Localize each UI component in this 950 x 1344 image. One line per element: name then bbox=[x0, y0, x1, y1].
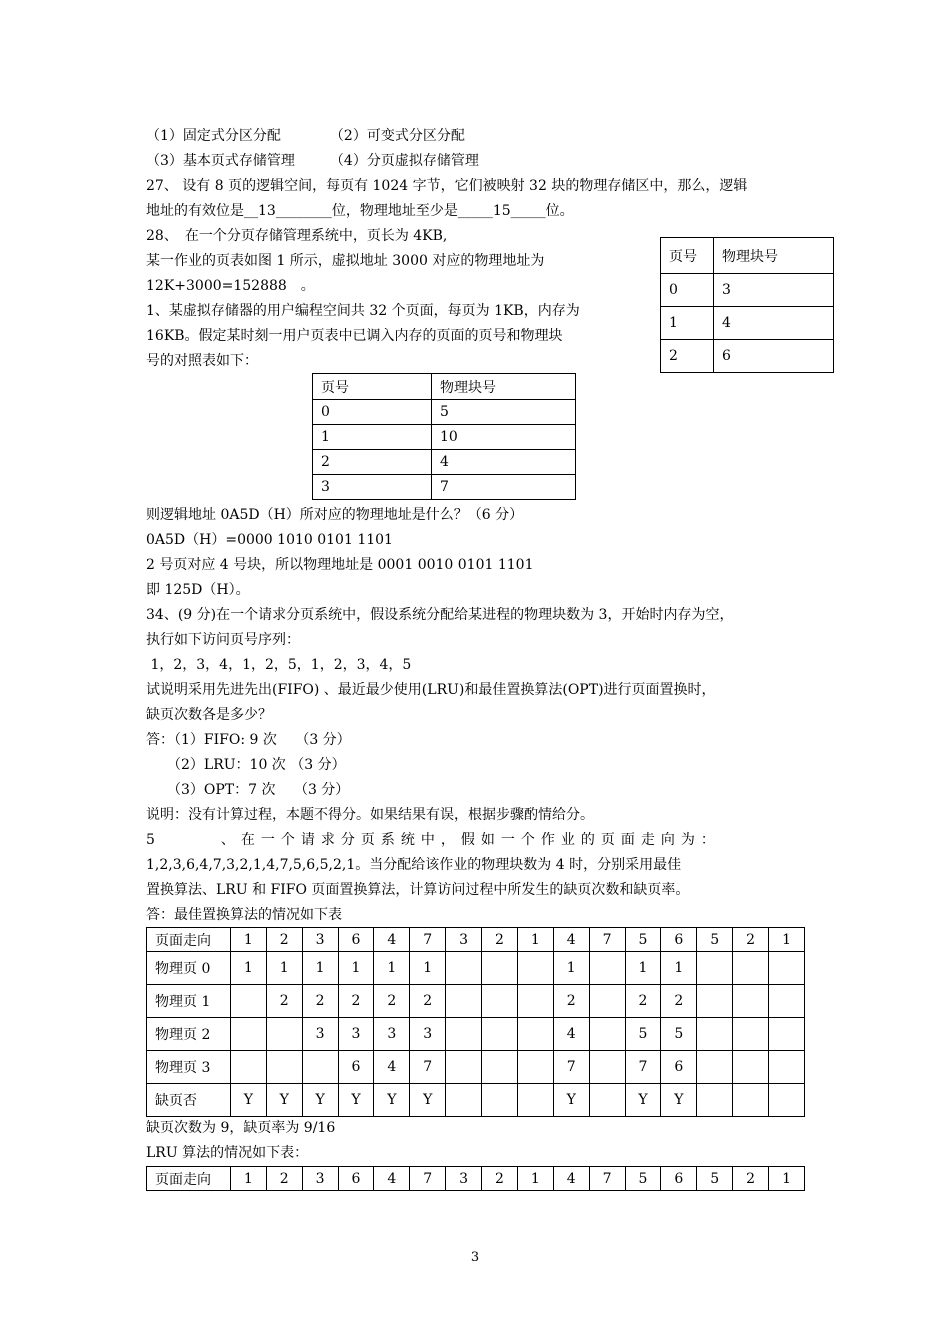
table-cell bbox=[446, 1084, 482, 1117]
question-5-line-1: 5 、在一个请求分页系统中，假如一个作业的页面走向为： bbox=[146, 832, 721, 848]
table-row bbox=[313, 475, 576, 500]
table-cell: 0 bbox=[313, 400, 432, 425]
table-cell: 5 bbox=[432, 400, 576, 425]
table-row bbox=[147, 928, 805, 952]
table-cell: 2 bbox=[338, 985, 374, 1018]
table-row bbox=[147, 1167, 805, 1191]
answer-note: 说明：没有计算过程，本题不得分。如果结果有误，根据步骤酌情给分。 bbox=[146, 807, 594, 823]
table-cell: Y bbox=[266, 1084, 302, 1117]
table-cell: 3 bbox=[446, 1167, 482, 1191]
table-cell: 7 bbox=[589, 928, 625, 952]
option-line-2: （3）基本页式存储管理 （4）分页虚拟存储管理 bbox=[146, 153, 479, 169]
table-row bbox=[313, 400, 576, 425]
table-cell bbox=[733, 952, 769, 985]
table-row bbox=[661, 238, 834, 274]
table-cell: 2 bbox=[266, 1167, 302, 1191]
table-row bbox=[313, 450, 576, 475]
table-cell: Y bbox=[338, 1084, 374, 1117]
table-cell: 3 bbox=[302, 1018, 338, 1051]
table-cell: 3 bbox=[302, 928, 338, 952]
question-1-line-2: 16KB。假定某时刻一用户页表中已调入内存的页面的页号和物理块 bbox=[146, 328, 563, 344]
table-cell: 3 bbox=[410, 1018, 446, 1051]
question-27-line-2: 地址的有效位是__13________位，物理地址至少是_____15_____位。 bbox=[146, 203, 574, 219]
table-cell: 6 bbox=[661, 1051, 697, 1084]
table-cell: 1 bbox=[517, 1167, 553, 1191]
page-table-middle bbox=[312, 373, 576, 500]
table-cell: 4 bbox=[374, 928, 410, 952]
table-cell: 2 bbox=[266, 985, 302, 1018]
table-cell: 2 bbox=[625, 985, 661, 1018]
table-cell: 4 bbox=[714, 307, 834, 340]
table-cell bbox=[517, 1051, 553, 1084]
table-row bbox=[661, 340, 834, 373]
table-cell: Y bbox=[410, 1084, 446, 1117]
table-cell: 1 bbox=[517, 928, 553, 952]
table-cell: Y bbox=[230, 1084, 266, 1117]
table-cell: 1 bbox=[625, 952, 661, 985]
table-cell: 1 bbox=[313, 425, 432, 450]
question-1-ask: 则逻辑地址 0A5D（H）所对应的物理地址是什么？（6 分） bbox=[146, 507, 524, 523]
table-cell: 1 bbox=[769, 928, 805, 952]
table-cell: 6 bbox=[714, 340, 834, 373]
table-cell: 1 bbox=[661, 952, 697, 985]
table-cell bbox=[697, 985, 733, 1018]
table-cell: 1 bbox=[661, 307, 714, 340]
table-cell: 2 bbox=[553, 985, 589, 1018]
answer-opt-result: 缺页次数为 9，缺页率为 9/16 bbox=[146, 1120, 336, 1136]
table-cell bbox=[697, 1018, 733, 1051]
question-28-line-2: 某一作业的页表如图 1 所示，虚拟地址 3000 对应的物理地址为 bbox=[146, 253, 545, 269]
page-table-right bbox=[660, 237, 834, 373]
table-cell bbox=[482, 952, 518, 985]
table-cell bbox=[446, 985, 482, 1018]
lru-replacement-table bbox=[146, 1166, 805, 1191]
table-cell: 5 bbox=[661, 1018, 697, 1051]
table-cell: 3 bbox=[302, 1167, 338, 1191]
question-34-sequence: 1，2，3，4，1，2，5，1，2，3，4，5 bbox=[146, 657, 412, 673]
row-header-cell: 物理页 1 bbox=[147, 985, 231, 1018]
table-row bbox=[313, 374, 576, 400]
row-header-cell: 页面走向 bbox=[147, 928, 231, 952]
table-cell bbox=[697, 1084, 733, 1117]
table-cell bbox=[482, 1084, 518, 1117]
table-cell bbox=[517, 952, 553, 985]
table-cell: 6 bbox=[661, 928, 697, 952]
table-cell bbox=[589, 1018, 625, 1051]
question-1-line-1: 1、某虚拟存储器的用户编程空间共 32 个页面，每页为 1KB，内存为 bbox=[146, 303, 580, 319]
table-cell bbox=[697, 952, 733, 985]
table-cell bbox=[230, 1051, 266, 1084]
table-cell bbox=[697, 1051, 733, 1084]
table-cell bbox=[517, 1018, 553, 1051]
table-cell: 7 bbox=[432, 475, 576, 500]
table-cell: 4 bbox=[553, 1167, 589, 1191]
table-cell: 6 bbox=[661, 1167, 697, 1191]
table-cell: 5 bbox=[697, 928, 733, 952]
table-cell bbox=[446, 1018, 482, 1051]
table-cell bbox=[769, 1084, 805, 1117]
table-cell: 6 bbox=[338, 928, 374, 952]
table-cell: 1 bbox=[230, 952, 266, 985]
row-header-cell: 物理页 2 bbox=[147, 1018, 231, 1051]
table-cell bbox=[733, 1051, 769, 1084]
table-cell: 1 bbox=[410, 952, 446, 985]
answer-lru-intro: LRU 算法的情况如下表： bbox=[146, 1145, 309, 1161]
table-cell: 2 bbox=[733, 1167, 769, 1191]
table-cell: Y bbox=[374, 1084, 410, 1117]
table-cell bbox=[266, 1051, 302, 1084]
table-cell: 6 bbox=[338, 1051, 374, 1084]
table-cell: 3 bbox=[446, 928, 482, 952]
table-cell: 1 bbox=[266, 952, 302, 985]
table-cell: 2 bbox=[374, 985, 410, 1018]
table-cell bbox=[230, 1018, 266, 1051]
table-cell: 3 bbox=[313, 475, 432, 500]
table-cell: 1 bbox=[338, 952, 374, 985]
question-34-line-3: 试说明采用先进先出(FIFO) 、最近最少使用(LRU)和最佳置换算法(OPT)进行页面置换时， bbox=[146, 682, 716, 698]
table-cell: 5 bbox=[625, 1167, 661, 1191]
table-row bbox=[661, 274, 834, 307]
table-cell: 1 bbox=[230, 1167, 266, 1191]
table-cell: 7 bbox=[553, 1051, 589, 1084]
table-cell bbox=[446, 1051, 482, 1084]
table-cell: 1 bbox=[769, 1167, 805, 1191]
table-cell bbox=[446, 952, 482, 985]
table-header-cell: 物理块号 bbox=[714, 238, 834, 274]
table-cell: Y bbox=[302, 1084, 338, 1117]
table-cell: 7 bbox=[410, 928, 446, 952]
row-header-cell: 页面走向 bbox=[147, 1167, 231, 1191]
answer-opt: （3）OPT：7 次 （3 分） bbox=[146, 782, 350, 798]
table-cell: 4 bbox=[553, 928, 589, 952]
table-cell bbox=[589, 952, 625, 985]
question-34-line-4: 缺页次数各是多少？ bbox=[146, 707, 272, 723]
table-cell bbox=[769, 1018, 805, 1051]
table-cell: 5 bbox=[697, 1167, 733, 1191]
table-row bbox=[313, 425, 576, 450]
table-cell: 2 bbox=[661, 340, 714, 373]
table-row bbox=[147, 1051, 805, 1084]
row-header-cell: 物理页 3 bbox=[147, 1051, 231, 1084]
table-cell: 2 bbox=[661, 985, 697, 1018]
table-cell: 1 bbox=[302, 952, 338, 985]
table-cell bbox=[769, 985, 805, 1018]
table-cell: 2 bbox=[410, 985, 446, 1018]
question-28-answer: 12K+3000=152888 。 bbox=[146, 278, 315, 294]
table-header-cell: 页号 bbox=[313, 374, 432, 400]
question-34-line-1: 34、(9 分)在一个请求分页系统中，假设系统分配给某进程的物理块数为 3，开始时内存为空， bbox=[146, 607, 734, 623]
table-cell bbox=[482, 985, 518, 1018]
table-cell bbox=[769, 1051, 805, 1084]
table-cell bbox=[733, 1084, 769, 1117]
table-cell: 2 bbox=[266, 928, 302, 952]
answer-line-3: 即 125D（H）。 bbox=[146, 582, 250, 598]
table-cell: 3 bbox=[374, 1018, 410, 1051]
table-cell: 3 bbox=[714, 274, 834, 307]
table-header-cell: 物理块号 bbox=[432, 374, 576, 400]
table-cell: 1 bbox=[374, 952, 410, 985]
row-header-cell: 缺页否 bbox=[147, 1084, 231, 1117]
page-number: 3 bbox=[470, 1250, 480, 1265]
table-cell: 7 bbox=[589, 1167, 625, 1191]
table-cell: 7 bbox=[410, 1167, 446, 1191]
table-cell: Y bbox=[661, 1084, 697, 1117]
table-cell: Y bbox=[625, 1084, 661, 1117]
answer-lru: （2）LRU：10 次 （3 分） bbox=[146, 757, 346, 773]
table-cell: 4 bbox=[374, 1051, 410, 1084]
table-row bbox=[661, 307, 834, 340]
row-header-cell: 物理页 0 bbox=[147, 952, 231, 985]
table-cell: 6 bbox=[338, 1167, 374, 1191]
table-header-cell: 页号 bbox=[661, 238, 714, 274]
table-cell: 1 bbox=[553, 952, 589, 985]
table-cell bbox=[733, 1018, 769, 1051]
table-cell bbox=[589, 1084, 625, 1117]
table-cell bbox=[482, 1018, 518, 1051]
table-cell: 2 bbox=[302, 985, 338, 1018]
table-cell bbox=[230, 985, 266, 1018]
table-cell bbox=[517, 985, 553, 1018]
table-cell: 4 bbox=[432, 450, 576, 475]
table-cell: 4 bbox=[374, 1167, 410, 1191]
question-27-line-1: 27、 设有 8 页的逻辑空间，每页有 1024 字节，它们被映射 32 块的物理存储区中，那么，逻辑 bbox=[146, 178, 748, 194]
table-cell: 7 bbox=[410, 1051, 446, 1084]
table-cell: 5 bbox=[625, 1018, 661, 1051]
table-cell: 5 bbox=[625, 928, 661, 952]
table-row bbox=[147, 985, 805, 1018]
table-cell: Y bbox=[553, 1084, 589, 1117]
opt-replacement-table bbox=[146, 927, 805, 1117]
table-cell bbox=[769, 952, 805, 985]
table-cell bbox=[302, 1051, 338, 1084]
table-cell: 2 bbox=[313, 450, 432, 475]
answer-line-2: 2 号页对应 4 号块，所以物理地址是 0001 0010 0101 1101 bbox=[146, 557, 534, 573]
table-cell: 10 bbox=[432, 425, 576, 450]
table-cell: 0 bbox=[661, 274, 714, 307]
table-row bbox=[147, 952, 805, 985]
answer-line-1: 0A5D（H）=0000 1010 0101 1101 bbox=[146, 532, 393, 548]
table-cell bbox=[517, 1084, 553, 1117]
table-cell bbox=[266, 1018, 302, 1051]
table-cell: 2 bbox=[482, 1167, 518, 1191]
option-line-1: （1）固定式分区分配 （2）可变式分区分配 bbox=[146, 128, 465, 144]
table-cell: 7 bbox=[625, 1051, 661, 1084]
table-cell: 2 bbox=[482, 928, 518, 952]
table-cell: 3 bbox=[338, 1018, 374, 1051]
answer-opt-intro: 答：最佳置换算法的情况如下表 bbox=[146, 907, 342, 923]
table-cell bbox=[589, 1051, 625, 1084]
question-1-line-3: 号的对照表如下： bbox=[146, 353, 258, 369]
table-cell: 4 bbox=[553, 1018, 589, 1051]
question-5-line-2: 1,2,3,6,4,7,3,2,1,4,7,5,6,5,2,1。当分配给该作业的物理块数为 4 时，分别采用最佳 bbox=[146, 857, 682, 873]
question-34-line-2: 执行如下访问页号序列： bbox=[146, 632, 300, 648]
question-5-line-3: 置换算法、LRU 和 FIFO 页面置换算法，计算访问过程中所发生的缺页次数和缺页率。 bbox=[146, 882, 690, 898]
table-cell bbox=[482, 1051, 518, 1084]
table-cell: 1 bbox=[230, 928, 266, 952]
answer-fifo: 答：（1）FIFO: 9 次 （3 分） bbox=[146, 732, 351, 748]
table-row bbox=[147, 1018, 805, 1051]
table-cell bbox=[589, 985, 625, 1018]
table-row bbox=[147, 1084, 805, 1117]
question-28-line-1: 28、 在一个分页存储管理系统中，页长为 4KB, bbox=[146, 228, 448, 244]
table-cell bbox=[733, 985, 769, 1018]
table-cell: 2 bbox=[733, 928, 769, 952]
